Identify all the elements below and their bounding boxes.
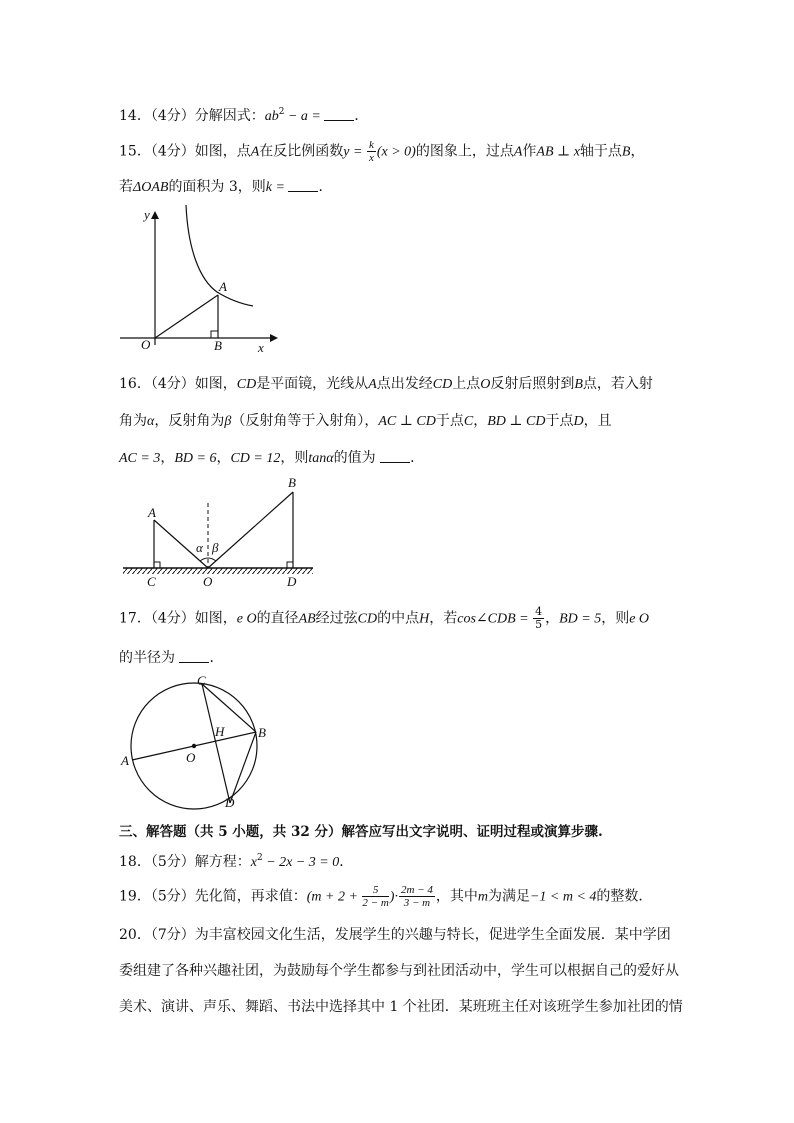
label-o: O <box>186 750 196 765</box>
q17-ab: AB <box>298 611 316 627</box>
q16-t12: 于点 <box>545 413 574 429</box>
q17-circle: e O <box>236 611 257 627</box>
answer-blank[interactable] <box>324 108 354 121</box>
q16-tan: tanα <box>308 451 334 466</box>
q15-frac-den: x <box>368 152 374 164</box>
question-20-line3: 美术、演讲、声乐、舞蹈、书法中选择其中 1 个社团．某班班主任对该班学生参加社团的情 <box>119 999 683 1015</box>
label-b: B <box>258 725 266 740</box>
y-axis-arrow <box>151 211 159 219</box>
chord-cb <box>202 684 256 732</box>
reflected-ray <box>208 492 293 568</box>
q15-frac-num: k <box>368 139 374 151</box>
q15-text-4: 轴于点 <box>579 143 622 160</box>
q19-m: m <box>477 889 488 905</box>
q14-exponent: 2 <box>278 107 285 117</box>
question-16-line3 <box>119 447 424 467</box>
q16-o: O <box>480 377 491 392</box>
question-18 <box>119 851 353 871</box>
q19-t1: ，其中 <box>435 888 478 905</box>
section-3-heading: 三、解答题（共 5 小题，共 32 分）解答应写出文字说明、证明过程或演算步骤. <box>119 824 603 840</box>
q17-h: H <box>419 611 430 627</box>
q19-t3: 的整数． <box>596 888 653 905</box>
label-o: O <box>141 337 151 352</box>
q16-t11: ， <box>473 413 488 429</box>
q16-cd: CD <box>236 377 257 392</box>
q17-frac-den: 5 <box>535 618 543 631</box>
q17-circle2: e O <box>629 611 650 627</box>
question-20-line1: 20．（7分）为丰富校园文化生活，发展学生的兴趣与特长，促进学生全面发展．某中学团 <box>119 927 671 943</box>
q16-t5: 反射后照射到 <box>490 376 575 392</box>
question-15-line1 <box>119 139 644 164</box>
q16-t13: ，且 <box>583 413 612 429</box>
q15-y: y = <box>343 144 366 160</box>
q14-expr: ab <box>264 109 279 124</box>
q15-text-5: ， <box>630 143 645 160</box>
q16-c1: ， <box>160 450 175 466</box>
q19-open: (m + 2 + <box>306 889 362 905</box>
label-h: H <box>215 724 225 739</box>
question-17-line1 <box>119 606 649 631</box>
right-angle-mark <box>211 331 218 338</box>
q16-t9: （反射角等于入射角）， <box>231 413 379 429</box>
question-16-line2 <box>119 410 612 430</box>
question-15-line2 <box>119 176 332 196</box>
question-14 <box>119 105 368 125</box>
q17-bd: BD = 5 <box>559 611 602 627</box>
q18-exp: 2 <box>256 853 263 863</box>
q18-end: ． <box>339 854 354 870</box>
q16-figure <box>120 475 320 590</box>
q16-cdlen: CD = 12 <box>230 451 281 466</box>
q19-range: −1 < m < 4 <box>529 889 597 905</box>
q19-den1: 2 − m <box>362 897 389 909</box>
q15-point-a: A <box>250 144 260 160</box>
q14-end: ． <box>354 108 369 124</box>
q19-num2: 2m − 4 <box>400 884 433 896</box>
q16-end: ． <box>410 450 425 466</box>
q14-text: 14．（4分）分解因式： <box>119 108 265 124</box>
q16-alpha: α <box>147 414 155 429</box>
q16-t7: 角为 <box>119 413 147 429</box>
q17-end: ． <box>209 650 224 666</box>
q15-text-3: 作 <box>522 143 537 160</box>
q14-expr-rest: − a = <box>284 109 325 124</box>
q16-t2: 是平面镜，光线从 <box>256 376 369 392</box>
segment-oa <box>155 295 218 338</box>
label-x: x <box>258 340 264 355</box>
answer-blank[interactable] <box>380 450 410 463</box>
q15-figure <box>115 205 285 355</box>
label-c: C <box>147 574 156 589</box>
q16-t8: ，反射角为 <box>154 413 225 429</box>
q17-fraction <box>533 606 544 631</box>
label-d: D <box>225 795 235 810</box>
q19-text: 19．（5分）先化简，再求值： <box>119 888 307 905</box>
q16-t14: ，则 <box>280 450 309 466</box>
q16-c: C <box>463 414 474 429</box>
q16-cd2: CD <box>432 377 453 392</box>
q19-t2: 为满足 <box>487 888 530 905</box>
q17-figure <box>118 670 278 815</box>
question-20-line2: 委组建了各种兴趣社团，为鼓励每个学生都参与到社团活动中，学生可以根据自己的爱好从 <box>119 963 679 979</box>
chord-bd <box>230 732 256 803</box>
q16-t10: 于点 <box>435 413 464 429</box>
q16-acp: AC ⊥ CD <box>378 414 436 429</box>
q15-triangle: ΔOAB <box>133 180 169 195</box>
q15-line2-b: 的面积为 3，则 <box>168 179 266 195</box>
label-alpha: α <box>196 540 203 555</box>
q15-cond: (x > 0) <box>376 144 416 160</box>
q18-x: x <box>250 855 257 870</box>
q15-point-a2: A <box>513 144 523 160</box>
answer-blank[interactable] <box>179 650 209 663</box>
q16-t4: 上点 <box>452 376 481 392</box>
x-axis-arrow <box>270 334 278 342</box>
q19-mid: )· <box>389 889 398 905</box>
label-d: D <box>287 574 297 589</box>
label-b: B <box>288 475 296 490</box>
q16-d: D <box>573 414 584 429</box>
q17-cos: cos∠CDB = <box>457 611 533 627</box>
q17-frac-num: 4 <box>535 605 543 618</box>
label-b: B <box>214 338 222 353</box>
label-a: A <box>219 279 227 294</box>
q16-t15: 的值为 <box>333 450 376 466</box>
q16-t1: 16．（4分）如图， <box>119 376 237 392</box>
q16-beta: β <box>224 414 232 429</box>
q15-point-b: B <box>621 144 631 160</box>
q17-t6: ， <box>545 610 560 627</box>
label-y: y <box>144 207 150 222</box>
q17-t8: 的半径为 <box>119 650 175 666</box>
q16-bd: BD = 6 <box>174 451 217 466</box>
question-16-line1 <box>119 373 653 393</box>
q15-end: ． <box>318 179 333 195</box>
question-17-line2 <box>119 647 223 667</box>
q16-t6: 点，若入射 <box>582 376 653 392</box>
right-angle-c <box>154 562 160 568</box>
q15-text-2: 的图象上，过点 <box>415 143 514 160</box>
right-angle-d <box>287 562 293 568</box>
q16-bdp: BD ⊥ CD <box>487 414 546 429</box>
center-dot <box>192 744 196 748</box>
q15-ab: AB ⊥ x <box>536 144 580 160</box>
question-19 <box>119 884 652 909</box>
label-c: C <box>197 673 206 688</box>
q16-c2: ， <box>216 450 231 466</box>
label-o: O <box>203 574 213 589</box>
q15-text-1: 在反比例函数 <box>259 143 344 160</box>
q17-t1: 17．（4分）如图， <box>119 610 237 627</box>
q15-k: k = <box>265 180 289 195</box>
label-a: A <box>121 753 129 768</box>
q19-den2: 3 − m <box>403 897 431 909</box>
label-a: A <box>148 505 156 520</box>
label-beta: β <box>212 540 219 555</box>
q17-t2: 的直径 <box>256 610 299 627</box>
q18-text: 18．（5分）解方程： <box>119 854 251 870</box>
q16-a: A <box>368 377 377 392</box>
q17-t3: 经过弦 <box>315 610 358 627</box>
q18-rest: − 2x − 3 = 0 <box>262 855 340 870</box>
q19-fraction-1 <box>362 884 388 909</box>
q15-text: 15．（4分）如图，点 <box>119 143 251 160</box>
q16-ac: AC = 3 <box>119 451 161 466</box>
q19-fraction-2 <box>399 884 435 909</box>
q17-t5: ，若 <box>429 610 458 627</box>
q16-b: B <box>574 377 583 392</box>
q15-fraction <box>367 139 376 164</box>
answer-blank[interactable] <box>288 179 318 192</box>
q16-t3: 点出发经 <box>376 376 433 392</box>
q17-t7: ，则 <box>601 610 630 627</box>
q17-cd: CD <box>357 611 378 627</box>
q17-t4: 的中点 <box>377 610 420 627</box>
q19-num1: 5 <box>362 884 388 897</box>
q15-line2-a: 若 <box>119 179 133 195</box>
